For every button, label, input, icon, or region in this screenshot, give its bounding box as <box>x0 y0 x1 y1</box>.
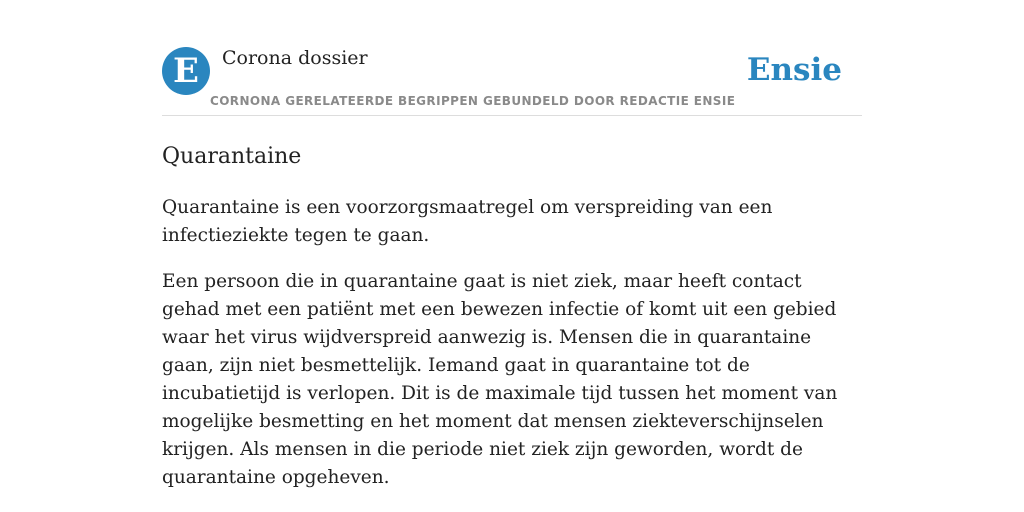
dossier-title[interactable]: Corona dossier <box>222 47 368 69</box>
definition-paragraph: Quarantaine is een voorzorgsmaatregel om verspreiding van een infectieziekte tegen te gaan. <box>162 197 773 246</box>
term-title: Quarantaine <box>162 144 302 169</box>
definition-paragraph: Een persoon die in quarantaine gaat is niet ziek, maar heeft contact gehad met een patiënt met een bewezen infectie of komt uit een gebied waar het virus wijdverspreid aanwezig is. Mensen die in quarantaine gaan, zijn niet besmettelijk. Iemand gaat in quarantaine tot de incubatietijd is verlopen. Dit is de maximale tijd tussen het moment van mogelijke besmetting en het moment dat mensen ziekteverschijnselen krijgen. Als mensen in die periode niet ziek zijn geworden, wordt de quarantaine opgeheven. <box>162 271 838 488</box>
ensie-logo-icon[interactable]: E <box>162 47 210 95</box>
dossier-subtitle: CORNONA GERELATEERDE BEGRIPPEN GEBUNDELD DOOR REDACTIE ENSIE <box>210 94 736 108</box>
brand-logo[interactable]: Ensie <box>746 52 842 88</box>
definition-card <box>162 44 862 492</box>
card-header <box>162 44 862 116</box>
